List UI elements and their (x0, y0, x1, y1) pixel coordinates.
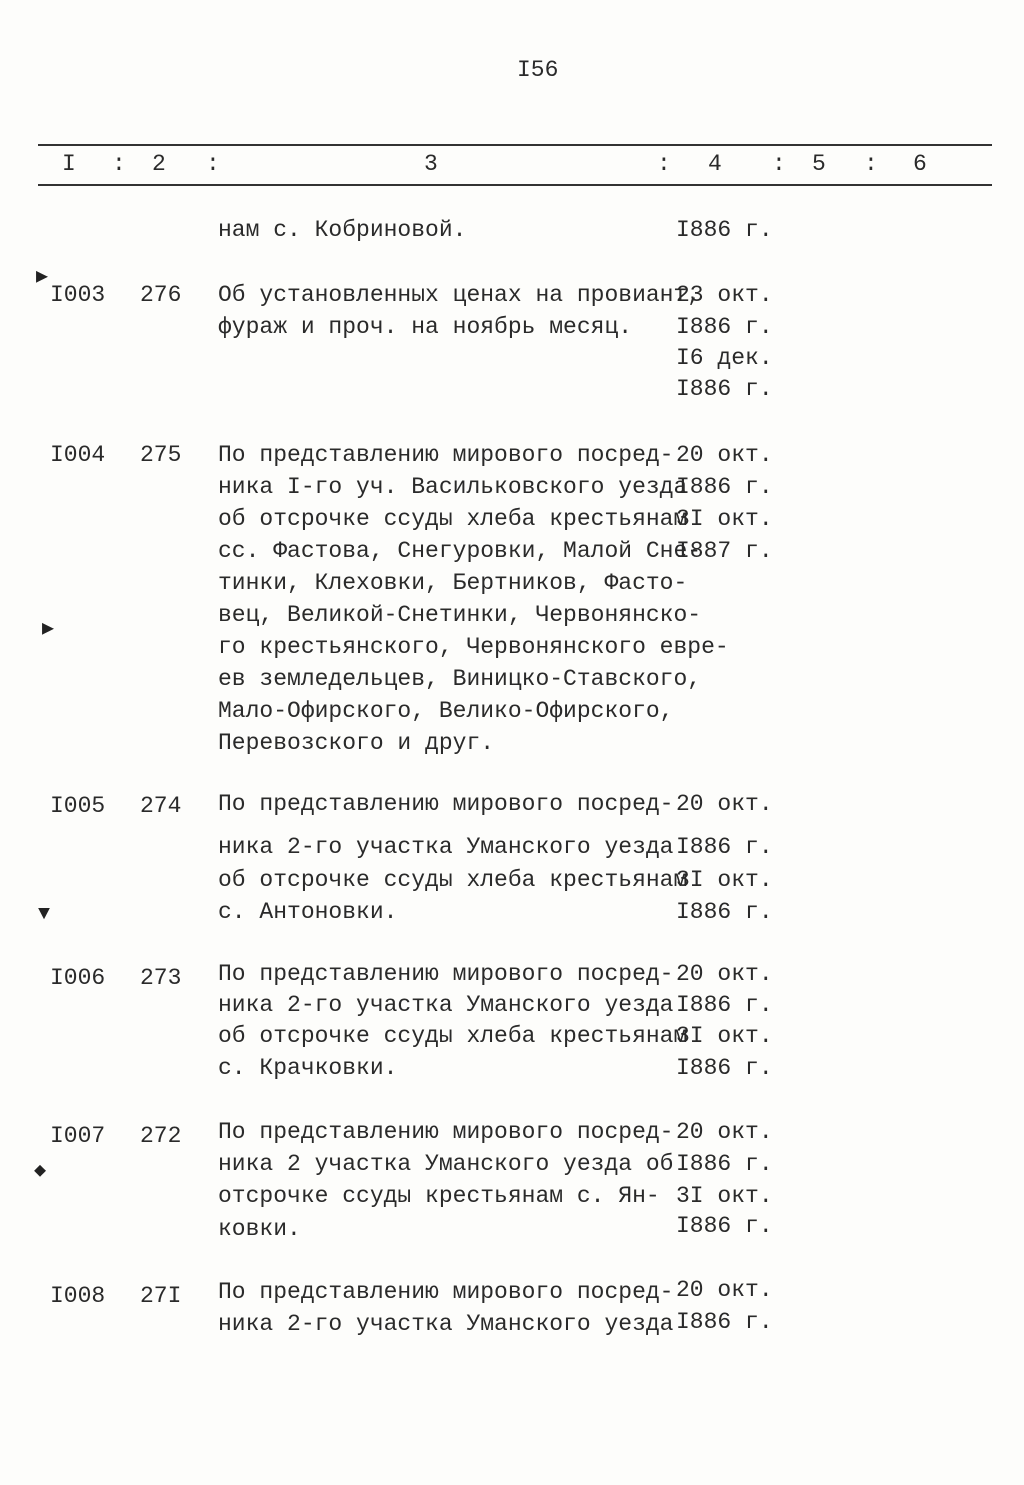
entry-description-line: об отсрочке ссуды хлеба крестьянам (218, 506, 688, 532)
entry-code: 272 (140, 1123, 182, 1149)
entry-date-line: I886 г. (676, 314, 773, 340)
entry-description-line: с. Антоновки. (218, 899, 398, 925)
entry-date-line: I6 дек. (676, 345, 773, 371)
entry-description-line: сс. Фастова, Снегуровки, Малой Сне- (218, 538, 702, 564)
entry-date-line: I886 г. (676, 474, 773, 500)
entry-description-line: нам с. Кобриновой. (218, 217, 467, 243)
entry-date-line: I886 г. (676, 834, 773, 860)
header-rule-bottom (38, 184, 992, 186)
entry-description-line: Перевозского и друг. (218, 730, 495, 756)
entry-date-line: I886 г. (676, 1055, 773, 1081)
column-separator: : (112, 151, 126, 177)
entry-description-line: По представлению мирового посред- (218, 1279, 674, 1305)
column-2-header: 2 (152, 151, 166, 177)
entry-date-line: I886 г. (676, 899, 773, 925)
entry-description-line: тинки, Клеховки, Бертников, Фасто- (218, 570, 688, 596)
entry-number: I005 (50, 793, 106, 819)
header-rule-top (38, 144, 992, 146)
entry-date-line: 3I окт. (676, 1183, 773, 1209)
scan-mark-icon: ▼ (38, 903, 51, 926)
entry-description-line: По представлению мирового посред- (218, 791, 674, 817)
entry-description-line: По представлению мирового посред- (218, 961, 674, 987)
column-5-header: 5 (812, 151, 826, 177)
entry-date-line: 20 окт. (676, 1277, 773, 1303)
entry-date-line: 20 окт. (676, 961, 773, 987)
entry-date-line: 20 окт. (676, 442, 773, 468)
entry-date-line: I886 г. (676, 1151, 773, 1177)
entry-description-line: го крестьянского, Червонянского евре- (218, 634, 729, 660)
entry-description-line: ника 2-го участка Уманского уезда (218, 834, 674, 860)
page-number: I56 (517, 57, 559, 83)
entry-number: I006 (50, 965, 106, 991)
entry-date-line: I886 г. (676, 1213, 773, 1239)
entry-description-line: ев земледельцев, Виницко-Ставского, (218, 666, 702, 692)
entry-number: I008 (50, 1283, 106, 1309)
entry-code: 27I (140, 1283, 182, 1309)
entry-date-line: 20 окт. (676, 1119, 773, 1145)
entry-description-line: Об установленных ценах на провиант, (218, 282, 702, 308)
entry-date-line: 3I окт. (676, 1023, 773, 1049)
scan-mark-icon: ▶ (42, 618, 55, 641)
column-separator: : (864, 151, 878, 177)
entry-description-line: об отсрочке ссуды хлеба крестьянам (218, 867, 688, 893)
entry-code: 276 (140, 282, 182, 308)
entry-description-line: об отсрочке ссуды хлеба крестьянам (218, 1023, 688, 1049)
entry-description-line: По представлению мирового посред- (218, 442, 674, 468)
entry-description-line: ковки. (218, 1216, 301, 1242)
entry-date-line: 23 окт. (676, 282, 773, 308)
entry-date-line: 3I окт. (676, 506, 773, 532)
entry-date-line: 20 окт. (676, 791, 773, 817)
entry-code: 275 (140, 442, 182, 468)
entry-description-line: Мало-Офирского, Велико-Офирского, (218, 698, 674, 724)
column-1-header: I (62, 151, 76, 177)
entry-description-line: отсрочке ссуды крестьянам с. Ян- (218, 1183, 660, 1209)
entry-date-line: I886 г. (676, 217, 773, 243)
entry-code: 273 (140, 965, 182, 991)
entry-date-line: I886 г. (676, 1309, 773, 1335)
entry-date-line: 3I окт. (676, 867, 773, 893)
scan-mark-icon: ◆ (34, 1160, 47, 1183)
column-separator: : (772, 151, 786, 177)
scan-mark-icon: ▶ (36, 266, 49, 289)
entry-date-line: I886 г. (676, 992, 773, 1018)
entry-number: I007 (50, 1123, 106, 1149)
column-separator: : (657, 151, 671, 177)
entry-description-line: ника 2-го участка Уманского уезда (218, 992, 674, 1018)
entry-description-line: По представлению мирового посред- (218, 1119, 674, 1145)
entry-number: I004 (50, 442, 106, 468)
entry-description-line: ника I-го уч. Васильковского уезда (218, 474, 688, 500)
column-3-header: 3 (424, 151, 438, 177)
entry-date-line: I887 г. (676, 538, 773, 564)
column-4-header: 4 (708, 151, 722, 177)
entry-date-line: I886 г. (676, 376, 773, 402)
entry-description-line: ника 2-го участка Уманского уезда (218, 1311, 674, 1337)
entry-description-line: с. Крачковки. (218, 1055, 398, 1081)
entry-description-line: ника 2 участка Уманского уезда об (218, 1151, 674, 1177)
entry-code: 274 (140, 793, 182, 819)
entry-description-line: вец, Великой-Снетинки, Червонянско- (218, 602, 702, 628)
entry-number: I003 (50, 282, 106, 308)
entry-description-line: фураж и проч. на ноябрь месяц. (218, 314, 633, 340)
column-separator: : (206, 151, 220, 177)
column-6-header: 6 (913, 151, 927, 177)
